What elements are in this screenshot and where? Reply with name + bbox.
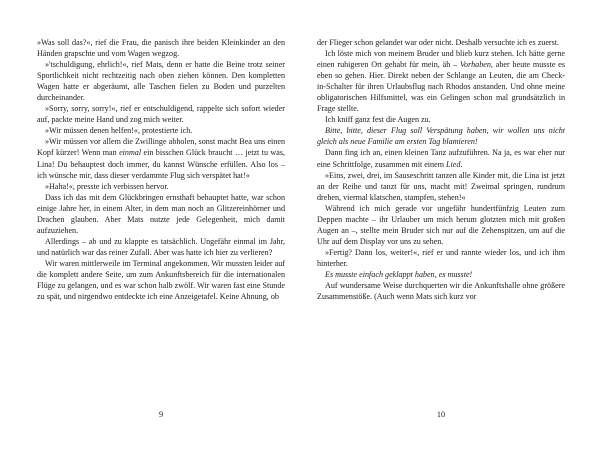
paragraph <box>37 125 285 136</box>
paragraph <box>317 170 565 203</box>
italic-text: Vorhaben <box>460 60 491 70</box>
text-run: Wir waren mittlerweile im Terminal angekommen. Wir mussten leider auf die komplett andere Seite, um zum Ankunftsbereich für die internationalen Flüge zu gelangen, und es war schon halb zwölf. Wir waren fast eine Stunde zu spät, und nirgendwo entdeckte ich eine Anzeigetafel. Keine Ahnung, ob <box>37 258 285 302</box>
right-page <box>317 37 565 302</box>
text-run: Dann fing ich an, einen kleinen Tanz aufzuführen. Na ja, es war eher nur eine Schrittfolge, zusammen mit einem <box>317 148 565 169</box>
text-run: »'tschuldigung, ehrlich!«, rief Mats, denn er hatte die Beine trotz seiner Sportlichkeit nicht rechtzeitig nach oben ziehen können. Den kompletten Wagen hatte er abgeräumt, alle Taschen fielen zu Boden und purzelten durcheinander. <box>37 60 285 103</box>
right-page-text <box>317 37 565 302</box>
text-run: »Haha!«, presste ich verbissen hervor. <box>45 181 169 191</box>
paragraph <box>37 103 285 125</box>
text-run: Ich löste mich von meinem Bruder und blieb kurz stehen. Ich hätte gerne einen ruhigeren Ort gehabt für mein, äh – <box>317 49 565 70</box>
text-run: Ich kniff ganz fest die Augen zu. <box>325 115 431 125</box>
text-run: »Wir müssen denen helfen!«, protestierte ich. <box>45 126 193 136</box>
paragraph <box>317 37 565 48</box>
page-number-left: 9 <box>158 410 164 419</box>
text-run: . <box>460 159 463 169</box>
italic-text: Bitte, bitte, dieser Flug soll Verspätung haben, wir wollen uns nicht gleich als neue Familie am ersten Tag blamieren! <box>317 126 565 147</box>
text-run: »Eins, zwei, drei, im Sauseschritt tanzen alle Kinder mit, die Lina ist jetzt an der Reihe und tanzt für uns, macht mit! Zweimal springen, rundrum drehen, viermal klatschen, stampfen, stehen!« <box>317 170 565 202</box>
paragraph <box>317 48 565 114</box>
paragraph <box>37 192 285 236</box>
text-run: Allerdings – ab und zu klappte es tatsächlich. Ungefähr einmal im Jahr, und natürlich war das reiner Zufall. Aber was hatte ich hier zu verlieren? <box>37 236 285 257</box>
text-run: »Was soll das?«, rief die Frau, die panisch ihre beiden Kleinkinder an den Händen grapschte und vom Wagen wegzog. <box>37 38 285 59</box>
text-run: Auf wundersame Weise durchquerten wir die Ankunftshalle ohne größere Zusammenstöße. (Auch wenn Mats sich kurz vor <box>317 281 565 302</box>
paragraph <box>37 258 285 302</box>
text-run: »Fertig? Dann los, weiter!«, rief er und rannte wieder los, und ich ihm hinterher. <box>317 247 565 268</box>
left-page-text <box>37 37 285 302</box>
text-run: ein bisschen Glück braucht … jetzt tu was, Lina! Du behauptest doch immer, du kannst Wünsche erfüllen. Also los – ich wünsche mir, dass dieser verdammte Flug sich verspätet hat!« <box>37 148 286 180</box>
paragraph <box>37 181 285 192</box>
text-run: »Wir müssen vor allem die Zwillinge abholen, sonst macht Bea uns einen Kopf kürzer! Wenn man <box>37 137 285 158</box>
paragraph <box>317 269 565 280</box>
paragraph <box>37 59 285 103</box>
page-number-right: 10 <box>436 410 446 419</box>
paragraph <box>37 37 285 59</box>
paragraph <box>317 114 565 125</box>
paragraph <box>37 136 285 180</box>
paragraph <box>317 280 565 302</box>
paragraph <box>317 125 565 147</box>
left-page <box>37 37 285 302</box>
text-run: der Flieger schon gelandet war oder nicht. Deshalb versuchte ich es zuerst. <box>317 38 560 47</box>
paragraph <box>317 203 565 247</box>
italic-text: einmal <box>119 148 142 158</box>
italic-text: Lied <box>446 159 461 169</box>
text-run: »Sorry, sorry, sorry!«, rief er entschuldigend, rappelte sich sofort wieder auf, packte meine Hand und zog mich weiter. <box>37 104 285 125</box>
paragraph <box>317 147 565 169</box>
paragraph <box>317 247 565 269</box>
text-run: Während ich mich gerade vor ungefähr hundertfünfzig Leuten zum Deppen machte – ihr Urlauber um mich herum glotzten mich mit großen Augen an –, stellte mein Bruder sich nur auf die Zehenspitzen, um auf die Uhr auf dem Display vor uns zu sehen. <box>317 203 565 246</box>
text-run: Dass ich das mit dem Glückbringen ernsthaft behauptet hatte, war schon einige Jahre her, in einem Alter, in dem man noch an Glitzereinhörner und Drachen glauben. Aber Mats nutzte jede Gelegenheit, mich damit aufzuziehen. <box>37 192 285 235</box>
text-run: , aber heute musste es eben so gehen. Hier. Direkt neben der Schlange an Leuten, die am Check-in-Schalter für ihren Urlaubsflug nach Rhodos anstanden. Und ohne meine obligatorischen Hilfsmittel, was ein Gelingen schon mal grundsätzlich in Frage stellte. <box>317 60 565 114</box>
paragraph <box>37 236 285 258</box>
italic-text: Es musste einfach geklappt haben, es musste! <box>325 269 473 279</box>
